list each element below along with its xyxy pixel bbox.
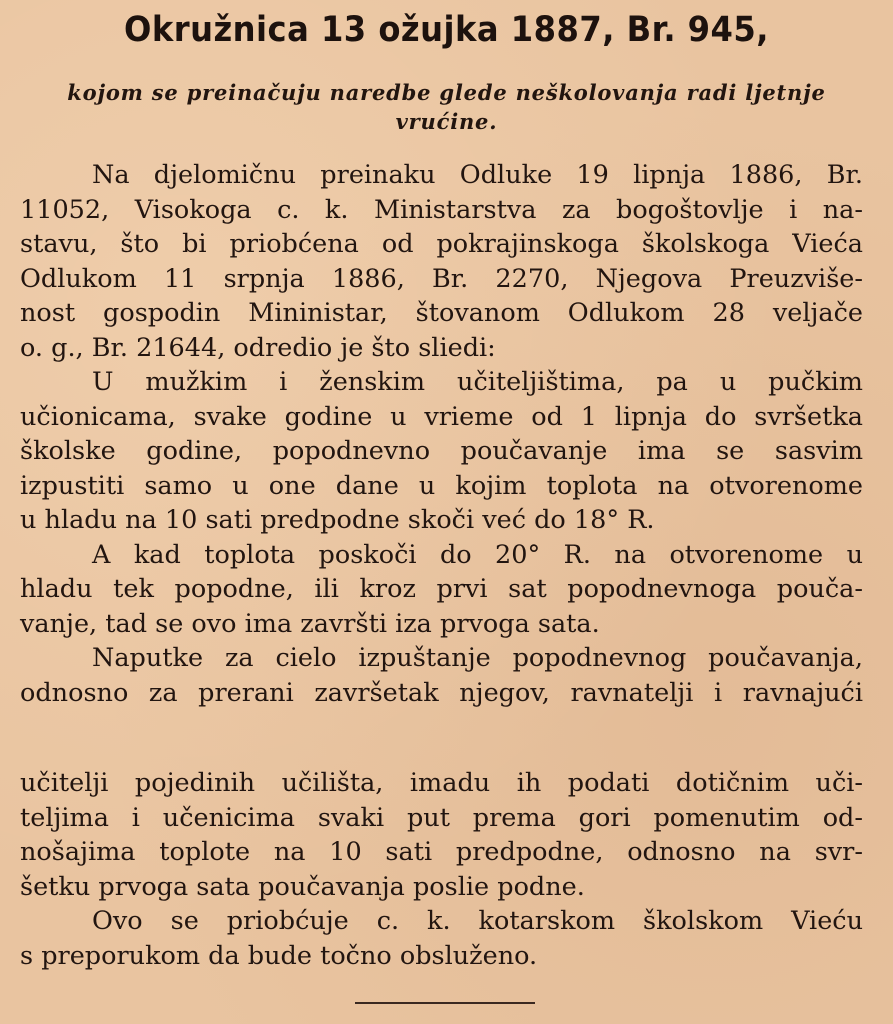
text-line: Ovo se priobćuje c. k. kotarskom školskom Vieću: [92, 906, 863, 936]
text-line: u hladu na 10 sati predpodne skoči već do 18° R.: [20, 505, 655, 535]
text-line: šetku prvoga sata poučavanja poslie podne.: [20, 871, 585, 902]
text-line: stavu, što bi priobćena od pokrajinskoga školskoga Vieća: [20, 229, 863, 259]
text-line: U mužkim i ženskim učiteljištima, pa u pučkim: [92, 367, 863, 397]
text-line: učionicama, svake godine u vrieme od 1 lipnja do svršetka: [20, 401, 863, 432]
body-text-part2: [20, 766, 863, 973]
text-line: Naputke za cielo izpuštanje popodnevnog poučavanja,: [92, 643, 863, 673]
body-text-part1: [20, 158, 863, 710]
text-line: hladu tek popodne, ili kroz prvi sat popodnevnoga pouča-: [20, 574, 863, 604]
subtitle-line: vrućine.: [395, 109, 498, 134]
text-line: Odlukom 11 srpnja 1886, Br. 2270, Njegova Preuzviše-: [20, 263, 863, 294]
text-line: nost gospodin Mininistar, štovanom Odlukom 28 veljače: [20, 298, 863, 328]
document-subtitle: [40, 78, 853, 136]
text-line: nošajima toplote na 10 sati predpodne, odnosno na svr-: [20, 837, 863, 867]
text-line: izpustiti samo u one dane u kojim toplota na otvorenome: [20, 470, 863, 501]
text-line: 11052, Visokoga c. k. Ministarstva za bogoštovlje i na-: [20, 194, 863, 225]
text-line: Na djelomičnu preinaku Odluke 19 lipnja 1886, Br.: [92, 160, 863, 190]
end-divider: [355, 1002, 535, 1004]
text-line: školske godine, popodnevno poučavanje ima se sasvim: [20, 436, 863, 466]
text-line: vanje, tad se ovo ima završti iza prvoga sata.: [20, 608, 600, 639]
document-title: Okružnica 13 ožujka 1887, Br. 945,: [124, 10, 769, 50]
text-line: odnosno za preranі završetak njegov, ravnatelji i ravnajući: [20, 677, 863, 708]
text-line: o. g., Br. 21644, odredio je što sliedi:: [20, 332, 496, 363]
text-line: teljima i učenicima svaki put prema gori pomenutim od-: [20, 802, 863, 833]
text-line: s preporukom da bude točno obsluženo.: [20, 940, 538, 971]
text-line: učitelji pojedinih učilišta, imadu ih podati dotičnim uči-: [20, 768, 863, 798]
subtitle-line: kojom se preinačuju naredbe glede neškolovanja radi ljetnje: [67, 80, 826, 105]
text-line: A kad toplota poskoči do 20° R. na otvorenome u: [92, 539, 863, 570]
